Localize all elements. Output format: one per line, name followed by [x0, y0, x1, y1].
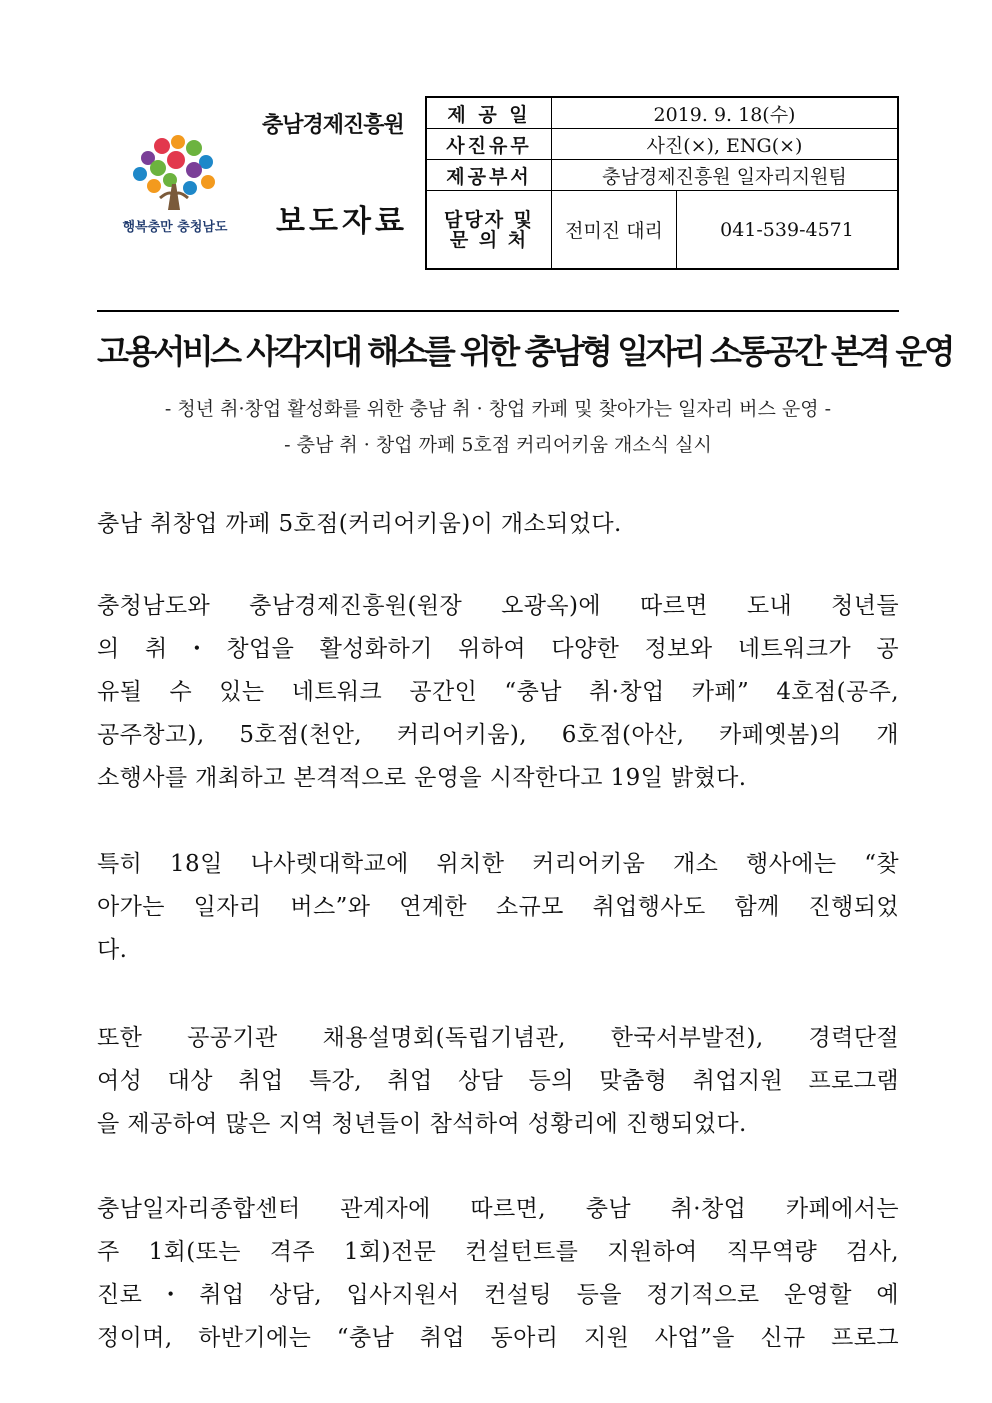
- dept-label: 제공부서: [426, 160, 552, 191]
- paragraph-2: [97, 585, 899, 800]
- paragraph-4: [97, 1017, 899, 1146]
- header-divider: [97, 310, 899, 312]
- contact-label: [426, 191, 552, 270]
- date-label: 제 공 일: [426, 97, 552, 129]
- paragraph-line: 공주창고), 5호점(천안, 커리어키움), 6호점(아산, 카페옛봄)의 개: [97, 722, 899, 748]
- info-table: [425, 96, 899, 270]
- tree-logo-icon: [100, 128, 250, 238]
- contact-label-line-2: 문 의 처: [449, 228, 529, 251]
- table-row: [426, 129, 898, 160]
- press-release-label: 보도자료: [276, 204, 408, 239]
- table-row: [426, 97, 898, 129]
- paragraph-line: 을 제공하여 많은 지역 청년들이 참석하여 성황리에 진행되었다.: [97, 1111, 747, 1137]
- paragraph-line: 다.: [97, 937, 128, 963]
- paragraph-line: 아가는 일자리 버스”와 연계한 소규모 취업행사도 함께 진행되었: [97, 894, 899, 920]
- photo-label: 사진유무: [426, 129, 552, 160]
- chungnam-logo: [100, 128, 250, 238]
- paragraph-1: [97, 503, 899, 546]
- logo-text: 행복충만 충청남도: [122, 220, 228, 235]
- dept-value: 충남경제진흥원 일자리지원팀: [552, 160, 899, 191]
- paragraph-line: 소행사를 개최하고 본격적으로 운영을 시작한다고 19일 밝혔다.: [97, 765, 747, 791]
- paragraph-line: 충남 취창업 까페 5호점(커리어키움)이 개소되었다.: [97, 511, 622, 537]
- paragraph-line: 충남일자리종합센터 관계자에 따르면, 충남 취·창업 카페에서는: [97, 1196, 899, 1222]
- paragraph-line: 유될 수 있는 네트워크 공간인 “충남 취·창업 카페” 4호점(공주,: [97, 679, 899, 705]
- subtitle-1: - 청년 취·창업 활성화를 위한 충남 취 · 창업 카페 및 찾아가는 일자리 버스 운영 -: [164, 398, 832, 420]
- photo-value: 사진(×), ENG(×): [552, 129, 899, 160]
- date-value: 2019. 9. 18(수): [552, 97, 899, 129]
- paragraph-line: 정이며, 하반기에는 “충남 취업 동아리 지원 사업”을 신규 프로그: [97, 1325, 899, 1351]
- paragraph-line: 주 1회(또는 격주 1회)전문 컨설턴트를 지원하여 직무역량 검사,: [97, 1239, 899, 1265]
- paragraph-line: 충청남도와 충남경제진흥원(원장 오광옥)에 따르면 도내 청년들: [97, 593, 899, 619]
- paragraph-line: 의 취・창업을 활성화하기 위하여 다양한 정보와 네트워크가 공: [97, 636, 899, 662]
- contact-name: 전미진 대리: [552, 191, 677, 270]
- org-name: 충남경제진흥원: [262, 112, 404, 138]
- paragraph-line: 특히 18일 나사렛대학교에 위치한 커리어키움 개소 행사에는 “찾: [97, 851, 899, 877]
- paragraph-5: [97, 1188, 899, 1360]
- paragraph-3: [97, 843, 899, 972]
- paragraph-line: 여성 대상 취업 특강, 취업 상담 등의 맞춤형 취업지원 프로그램: [97, 1068, 899, 1094]
- subtitle-2: - 충남 취 · 창업 까페 5호점 커리어키움 개소식 실시: [284, 434, 712, 456]
- page-title: 고용서비스 사각지대 해소를 위한 충남형 일자리 소통공간 본격 운영: [97, 332, 952, 371]
- table-row: [426, 191, 898, 270]
- paragraph-line: 또한 공공기관 채용설명회(독립기념관, 한국서부발전), 경력단절: [97, 1025, 899, 1051]
- table-row: [426, 160, 898, 191]
- contact-label-line-1: 담당자 및: [443, 208, 535, 231]
- contact-phone: 041-539-4571: [677, 191, 899, 270]
- paragraph-line: 진로・취업 상담, 입사지원서 컨설팅 등을 정기적으로 운영할 예: [97, 1282, 899, 1308]
